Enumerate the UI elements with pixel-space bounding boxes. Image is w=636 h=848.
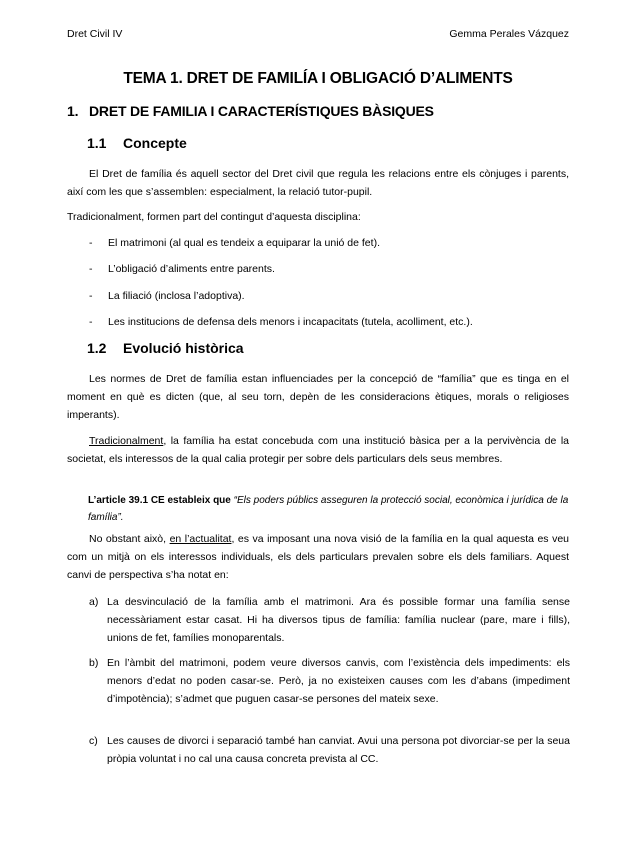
item-text: La desvinculació de la família amb el matrimoni. Ara és possible formar una família sense necessàriament estar casat. Hi ha diversos tipus de família: família nuclear (pare, mare i fills), unions de fet, famílies monoparentals. bbox=[107, 596, 570, 644]
list-item bbox=[89, 654, 570, 708]
item-marker: a) bbox=[89, 596, 99, 608]
bullet-text: Les institucions de defensa dels menors i incapacitats (tutela, acolliment, etc.). bbox=[108, 316, 473, 328]
paragraph-text: No obstant això, bbox=[89, 533, 170, 545]
bullet-dash: - bbox=[89, 237, 93, 249]
bullet-dash: - bbox=[89, 316, 93, 328]
underlined-term: Tradicionalment bbox=[89, 435, 164, 447]
subsection-1-1-number: 1.1 bbox=[87, 135, 107, 151]
list-item bbox=[89, 234, 380, 252]
underlined-term: en l’actualitat bbox=[169, 533, 232, 545]
subsection-1-2-title: Evolució històrica bbox=[123, 340, 244, 356]
section-1-number: 1. bbox=[67, 103, 79, 119]
constitution-quote bbox=[88, 492, 570, 526]
quote-text: “Els poders públics asseguren la protecció social, econòmica i jurídica de la família”. bbox=[88, 495, 569, 523]
paragraph-actualitat bbox=[67, 530, 569, 584]
subsection-1-1-title: Concepte bbox=[123, 135, 187, 151]
list-item bbox=[89, 593, 570, 647]
section-1-title: DRET DE FAMILIA I CARACTERÍSTIQUES BÀSIQUES bbox=[89, 103, 434, 119]
paragraph-text: , es va imposant una nova visió de la família en la qual aquesta es veu com un mitjà on els interessos individuals, els dels particulars prevalen sobre els dels familiars. Aquest canvi de perspectiva s’ha notat en: bbox=[67, 533, 569, 581]
paragraph-tradicionalment-2 bbox=[67, 432, 569, 468]
bullet-text: L’obligació d’aliments entre parents. bbox=[108, 263, 275, 275]
list-item bbox=[89, 287, 245, 305]
list-item bbox=[89, 313, 473, 331]
paragraph-text: , la família ha estat concebuda com una institució bàsica per a la pervivència de la societat, els interessos de la qual calia protegir per sobre dels particulars dels seus membres. bbox=[67, 435, 569, 465]
quote-lead: L’article 39.1 CE estableix que bbox=[88, 495, 231, 506]
section-1-heading bbox=[67, 103, 434, 119]
subsection-1-1-heading bbox=[87, 135, 187, 151]
bullet-text: La filiació (inclosa l’adoptiva). bbox=[108, 290, 245, 302]
subsection-1-2-heading bbox=[87, 340, 244, 356]
bullet-text: El matrimoni (al qual es tendeix a equiparar la unió de fet). bbox=[108, 237, 380, 249]
bullet-dash: - bbox=[89, 290, 93, 302]
paragraph-tradicionalment: Tradicionalment, formen part del contingut d’aquesta disciplina: bbox=[67, 211, 361, 223]
document-title: TEMA 1. DRET DE FAMILÍA I OBLIGACIÓ D’ALIMENTS bbox=[123, 70, 513, 87]
item-text: Les causes de divorci i separació també han canviat. Avui una persona pot divorciar-se per la seua pròpia voluntat i no cal una causa concreta prevista al CC. bbox=[107, 735, 570, 765]
bullet-dash: - bbox=[89, 263, 93, 275]
header-author: Gemma Perales Vázquez bbox=[449, 28, 569, 40]
item-text: En l’àmbit del matrimoni, podem veure diversos canvis, com l’existència dels impediments: els menors d’edat no poden casar-se. Però, ja no existeixen causes com les d’abans (impediment d’impotència); s’admet que puguen casar-se persones del mateix sexe. bbox=[107, 657, 570, 705]
paragraph-concepte: El Dret de família és aquell sector del Dret civil que regula les relacions entre els cònjuges i parents, així com les que s’assemblen: especialment, la relació tutor-pupil. bbox=[67, 168, 569, 198]
subsection-1-2-number: 1.2 bbox=[87, 340, 107, 356]
header-course: Dret Civil IV bbox=[67, 28, 123, 40]
page-header bbox=[67, 28, 569, 40]
paragraph-normes: Les normes de Dret de família estan influenciades per la concepció de “família” que es tinga en el moment en què es dicten (que, al seu torn, depèn de les consideracions ètiques, morals o religioses imperants). bbox=[67, 373, 569, 421]
list-item bbox=[89, 732, 570, 768]
list-item bbox=[89, 260, 275, 278]
item-marker: c) bbox=[89, 735, 98, 747]
item-marker: b) bbox=[89, 657, 99, 669]
